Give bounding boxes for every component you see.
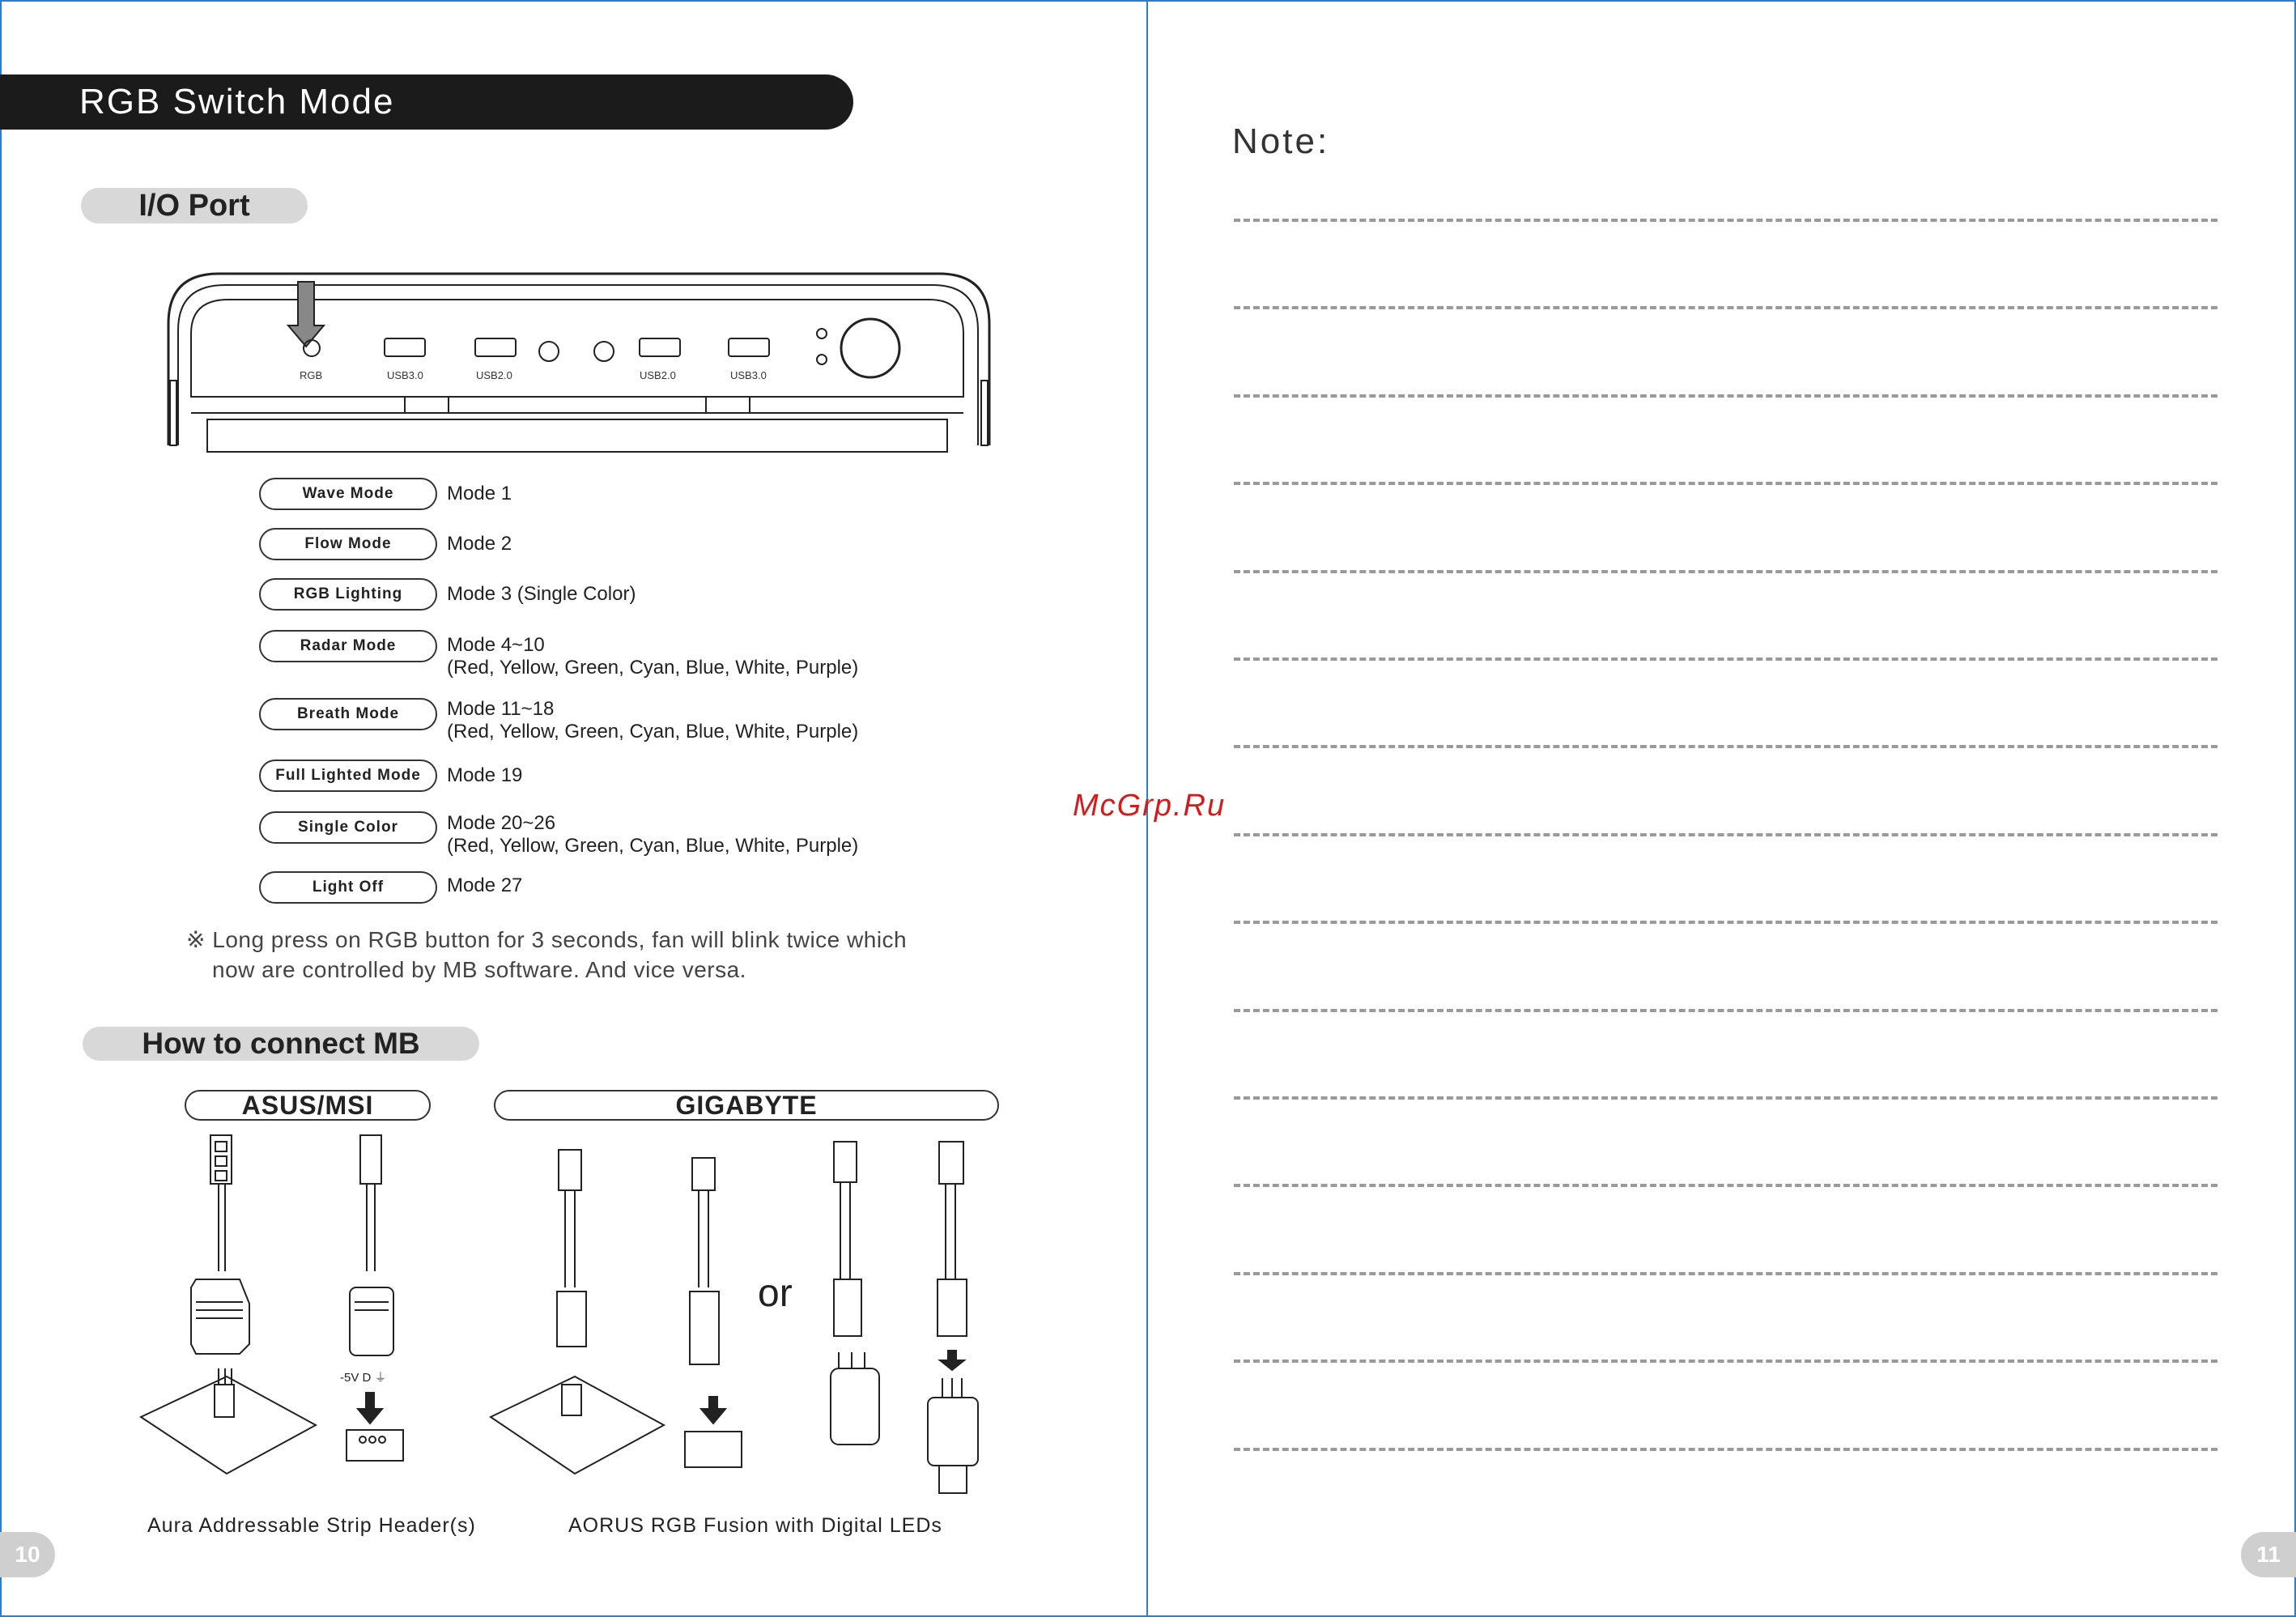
page-number-right: 11 xyxy=(2241,1532,2296,1577)
caption-asus: Aura Addressable Strip Header(s) xyxy=(147,1514,476,1537)
or-label: or xyxy=(758,1272,793,1315)
connector-diagram xyxy=(138,1126,996,1506)
note-line xyxy=(1234,306,2217,309)
section-banner: RGB Switch Mode xyxy=(0,74,853,130)
note-line xyxy=(1234,394,2217,398)
brand-asus-msi: ASUS/MSI xyxy=(185,1090,431,1121)
connect-mb-heading: How to connect MB xyxy=(83,1027,479,1061)
note-line xyxy=(1234,833,2217,836)
mode-desc-breath: Mode 11~18 (Red, Yellow, Green, Cyan, Blue, White, Purple) xyxy=(447,698,859,743)
mode-desc-wave: Mode 1 xyxy=(447,483,512,504)
asus-pin-label: -5V D ⏚ xyxy=(340,1371,387,1385)
note-line xyxy=(1234,219,2217,222)
port-label-usb3-a: USB3.0 xyxy=(387,369,423,381)
mode-desc-full-lighted: Mode 19 xyxy=(447,764,523,786)
page-number-left: 10 xyxy=(0,1532,55,1577)
mode-pill-rgb-lighting: RGB Lighting xyxy=(259,578,437,611)
note-line xyxy=(1234,1096,2217,1100)
mode-desc-rgb-lighting: Mode 3 (Single Color) xyxy=(447,583,636,605)
long-press-note-line2: now are controlled by MB software. And vice versa. xyxy=(212,957,746,982)
note-line xyxy=(1234,570,2217,573)
mode-pill-single-color: Single Color xyxy=(259,811,437,844)
note-line xyxy=(1234,921,2217,924)
note-line xyxy=(1234,745,2217,748)
caption-gigabyte: AORUS RGB Fusion with Digital LEDs xyxy=(568,1514,942,1537)
port-label-usb3-b: USB3.0 xyxy=(730,369,767,381)
long-press-note-line1: ※ Long press on RGB button for 3 seconds, fan will blink twice which xyxy=(186,927,908,952)
mode-pill-light-off: Light Off xyxy=(259,871,437,904)
watermark-text: McGrp.Ru xyxy=(1073,789,1227,823)
port-label-rgb: RGB xyxy=(300,369,323,381)
io-panel-diagram xyxy=(162,267,996,453)
mode-desc-flow: Mode 2 xyxy=(447,533,512,555)
mode-pill-radar: Radar Mode xyxy=(259,630,437,662)
note-line xyxy=(1234,1360,2217,1363)
port-label-usb2-b: USB2.0 xyxy=(640,369,676,381)
io-port-heading: I/O Port xyxy=(81,188,308,223)
mode-pill-wave: Wave Mode xyxy=(259,478,437,510)
mode-desc-single-color: Mode 20~26 (Red, Yellow, Green, Cyan, Blue, White, Purple) xyxy=(447,812,859,857)
note-label: Note: xyxy=(1232,121,1330,161)
mode-desc-radar: Mode 4~10 (Red, Yellow, Green, Cyan, Blue, White, Purple) xyxy=(447,634,859,679)
mode-pill-flow: Flow Mode xyxy=(259,528,437,560)
port-label-usb2-a: USB2.0 xyxy=(476,369,512,381)
note-line xyxy=(1234,482,2217,485)
note-line xyxy=(1234,1184,2217,1187)
right-page xyxy=(1146,0,2296,1617)
note-line xyxy=(1234,657,2217,661)
mode-pill-breath: Breath Mode xyxy=(259,698,437,730)
note-line xyxy=(1234,1272,2217,1275)
mode-desc-light-off: Mode 27 xyxy=(447,874,523,896)
note-line xyxy=(1234,1009,2217,1012)
mode-pill-full-lighted: Full Lighted Mode xyxy=(259,760,437,792)
note-line xyxy=(1234,1448,2217,1451)
brand-gigabyte: GIGABYTE xyxy=(494,1090,999,1121)
